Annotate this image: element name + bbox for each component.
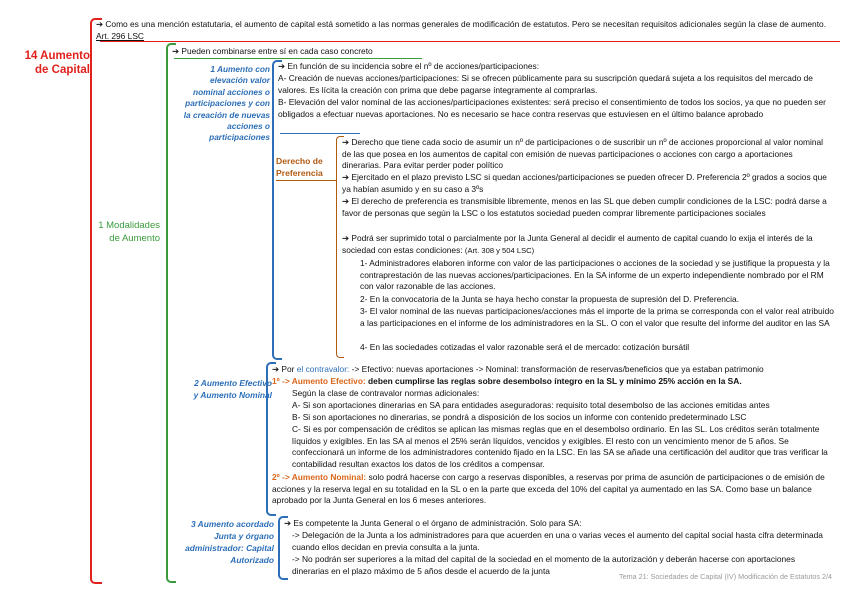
footer-text: Tema 21: Sociedades de Capital (IV) Modificación de Estatutos 2/4: [619, 572, 832, 581]
modalidades-label: [96, 219, 160, 245]
sec2-title: [166, 377, 272, 401]
efectivo-a-body: A- Si son aportaciones dinerarias en SA para entidades aseguradoras: requisito total desembolso de las acciones emitidas antes: [292, 400, 770, 410]
arrow-icon: ➔: [342, 137, 352, 147]
sec1-title: [166, 64, 270, 144]
arrow-icon: ➔: [342, 196, 352, 206]
efectivo-body: deben cumplirse las reglas sobre desembolso íntegro en la SL y mínimo 25% acción en la SA.: [365, 376, 742, 386]
arrow-icon: ➔: [272, 364, 282, 374]
efectivo-b-body: B- Si son aportaciones no dinerarias, se pondrá a disposición de los socios un informe con contenido predeterminado LSC: [292, 412, 747, 422]
d3-body: El derecho de preferencia es transmisible libremente, menos en las SL que deben cumplir condiciones de la LSC: podrá darse a favor de personas que según la LSC o los estatutos sociedad pueden comprar libremente participaciones sociales: [342, 196, 827, 218]
derecho-l1: Derecho de: [276, 156, 323, 166]
sec2-efectivo: [272, 376, 838, 388]
sec3-item-1: [292, 530, 832, 553]
modalidades-line1: 1 Modalidades: [98, 220, 160, 231]
arrow-icon: ➔: [284, 518, 294, 528]
sec3-lead: [284, 518, 834, 530]
d2-body: Ejercitado en el plazo previsto LSC si quedan acciones/participaciones se pueden ofrecer D. Preferencia 2º grados a socios que ya habían asumido y en su caso a 3ºs: [342, 172, 827, 194]
sec2-lead-pre: Por: [281, 364, 297, 374]
efectivo-sub: Según la clase de contravalor normas adicionales:: [292, 388, 480, 398]
derecho-item-4: [342, 233, 834, 256]
nominal-body: solo podrá hacerse con cargo a reservas disponibles, a reservas por prima de asunción de participaciones o de emisión de acciones y la reserva legal en su totalidad en la SL o en la parte que exceda del 10% del capital ya aumentado en las SA. Como base un balance aprobado por la Junta General en los 6 meses anteriores.: [272, 472, 825, 506]
arrow-icon: ➔: [96, 19, 106, 29]
sec2-lead-contravalor: el contravalor:: [296, 364, 350, 374]
main-title-line1: 14 Aumento: [24, 50, 90, 62]
arrow-icon: ➔: [172, 46, 182, 56]
efectivo-c-body: C- Si es por compensación de créditos se aplican las mismas reglas que en el desembolso ordinario. En las SL. Los créditos serán totalmente líquidos y exigibles. En las SA al menos el 25% serán líquidos, vencidos y exigibles. El resto con un vencimiento menor de 5 años. Se confeccionará un informe de los administradores contenido fijado en la LSC. En las SA se añade una certificación del auditor que tras verificar la contabilidad resultan exactos los datos de los créditos a compensar.: [292, 424, 828, 469]
sec1-b-body: B- Elevación del valor nominal de las acciones/participaciones existentes: será preciso el consentimiento de todos los socios, ya que no pueden ser obligados a efectuar nuevas aportaciones. No es necesario se hace contra reservas que estuviesen en el último balance aprobado: [278, 97, 826, 119]
sec1-title-l7: participaciones: [209, 132, 270, 143]
nominal-prefix: 2º -> Aumento Nominal:: [272, 472, 367, 482]
sec3-title: [166, 518, 274, 566]
sec3-title-l1: 3 Aumento acordado: [191, 519, 274, 529]
d4-sub-1-body: 1- Administradores elaboren informe con valor de las participaciones o acciones de la sociedad y se justifique la propuesta y la contraprestación de las nuevas acciones/participaciones. En la SA informe de un experto independiente nombrado por el RM con valor razonable de las acciones.: [360, 258, 830, 292]
sec1-item-b: [278, 97, 830, 120]
sec1-item-a: [278, 73, 830, 96]
derecho-item-2: [342, 172, 834, 195]
derecho-underline: [276, 180, 336, 181]
derecho-item-3: [342, 196, 834, 219]
d4-lead: Podrá ser suprimido total o parcialmente por la Junta General al decidir el aumento de capital cuando lo exija el interés de la sociedad con estas condiciones:: [342, 233, 813, 255]
derecho-label: [276, 156, 332, 179]
arrow-icon: ➔: [278, 61, 288, 71]
sec2-nominal: [272, 472, 838, 507]
efectivo-prefix: 1º -> Aumento Efectivo:: [272, 376, 366, 386]
d1-body: Derecho que tiene cada socio de asumir un nº de participaciones o de suscribir un nº de acciones proporcional al valor nominal de las que posea en los aumentos de capital con emisión de nuevas participaciones o acciones con cargo a aportaciones dinerarias. Para evitar perder poder político: [342, 137, 824, 171]
sec1-title-l4: participaciones y con: [185, 98, 270, 109]
sec2-title-l2: y Aumento Nominal: [193, 390, 272, 400]
intro-text: [96, 19, 836, 42]
sec1-b-underline: [280, 133, 360, 134]
sec3-item-1-body: -> Delegación de la Junta a los administradores para que acuerden en una o varias veces el aumento del capital social hasta cifra determinada cuando ellos decidan en previa consulta a la junta.: [292, 530, 823, 552]
sec1-title-l2: elevación valor: [210, 75, 270, 86]
sec2-efectivo-sub: [292, 388, 832, 400]
combine-body: Pueden combinarse entre sí en cada caso concreto: [181, 46, 373, 56]
d4-sub-3: [360, 306, 834, 329]
sec2-lead-post: -> Efectivo: nuevas aportaciones -> Nominal: transformación de reservas/beneficios que ya estaban patrimonio: [349, 364, 764, 374]
derecho-item-1: [342, 137, 834, 172]
d4-sub-4-body: 4- En las sociedades cotizadas el valor razonable será el de mercado: cotización bursátil: [360, 342, 690, 352]
d4-sub-1: [360, 258, 834, 293]
d4-sub-3-body: 3- El valor nominal de las nuevas participaciones/acciones más el importe de la prima se corresponda con el valor real atribuido a las participaciones en el informe de los administradores en la SL. O con el valor que resulte del informe del auditor en las SA: [360, 306, 834, 328]
d4-sub-2: [360, 294, 834, 306]
sec3-item-2-body: -> No podrán ser superiores a la mitad del capital de la sociedad en el momento de la autorización y deberán hacerse con aportaciones dinerarias en el plazo máximo de 5 años desde el acuerdo de la junta: [292, 554, 796, 576]
derecho-l2: Preferencia: [276, 167, 323, 178]
sec2-title-l1: 2 Aumento Efectivo: [194, 378, 272, 388]
intro-body: Como es una mención estatutaria, el aumento de capital está sometido a las normas generales de modificación de estatutos. Pero se necesitan requisitos adicionales según la clase de aumento.: [105, 19, 827, 29]
sec1-title-l5: la creación de nuevas: [183, 109, 270, 120]
sec3-title-l3: administrador: Capital: [185, 543, 274, 553]
sec1-title-l3: nominal acciones o: [193, 86, 270, 97]
sec3-title-l2: Junta y órgano: [213, 531, 274, 541]
main-bracket: [90, 18, 102, 584]
sec3-title-l4: Autorizado: [230, 555, 274, 565]
sec2-efectivo-b: [292, 412, 832, 424]
combine-text: [172, 46, 432, 58]
sec1-title-l6: acciones o: [227, 121, 270, 132]
intro-ref: Art. 296 LSC: [96, 30, 144, 41]
sec2-efectivo-c: [292, 424, 832, 470]
sec1-lead-body: En función de su incidencia sobre el nº de acciones/participaciones:: [287, 61, 540, 71]
modalidades-line2: de Aumento: [109, 233, 160, 244]
sec1-a-body: A- Creación de nuevas acciones/participaciones: Si se ofrecen públicamente para su suscripción quedará sujeta a los requisitos del mercado de valores. Es lícita la creación con prima que debe pagarse íntegramente al comprarlas.: [278, 73, 813, 95]
d4-sub-2-body: 2- En la convocatoria de la Junta se haya hecho constar la propuesta de supresión del D. Preferencia.: [360, 294, 739, 304]
arrow-icon: ➔: [342, 233, 352, 243]
sec1-lead: [278, 61, 838, 73]
d4-sub-4: [360, 342, 834, 354]
sec2-lead: [272, 364, 838, 376]
arrow-icon: ➔: [342, 172, 352, 182]
combine-underline: [174, 58, 422, 59]
main-title-line2: de Capital: [35, 64, 90, 76]
d4-ref: (Art. 308 y 504 LSC): [464, 245, 535, 255]
main-title: [8, 49, 90, 77]
sec3-lead-body: Es competente la Junta General o el órgano de administración. Solo para SA:: [293, 518, 582, 528]
sec2-efectivo-a: [292, 400, 832, 412]
sec1-title-l1: 1 Aumento con: [210, 64, 270, 74]
